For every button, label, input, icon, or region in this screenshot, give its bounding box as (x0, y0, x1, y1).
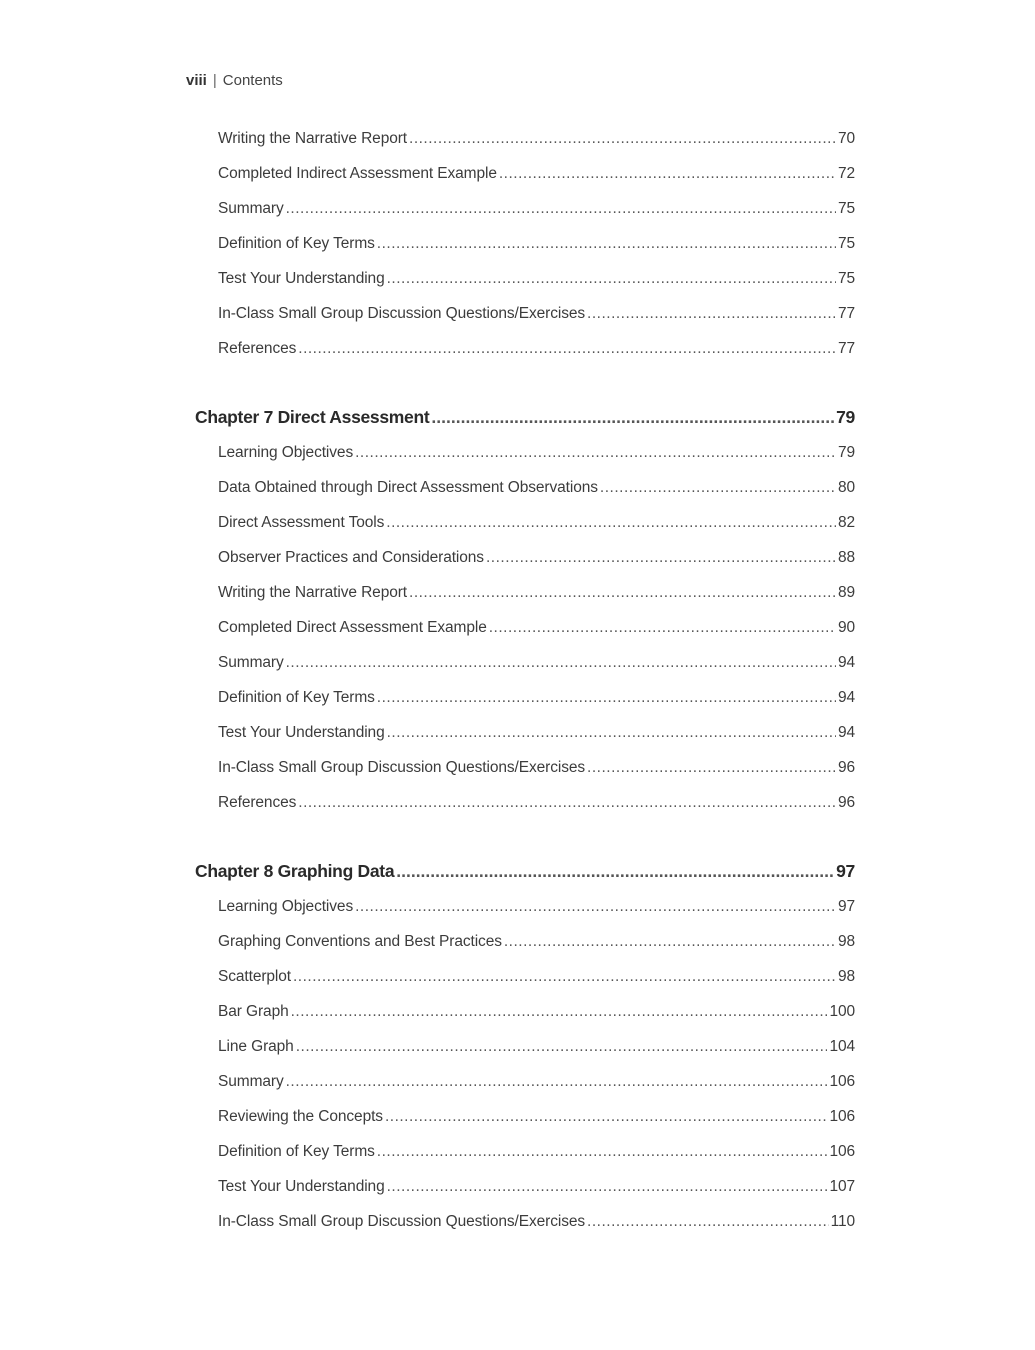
toc-entry[interactable] (218, 340, 855, 358)
toc-entry-page: 100 (829, 1003, 855, 1020)
dot-leader (587, 305, 836, 323)
toc-entry[interactable] (218, 654, 855, 672)
toc-entry-page: 98 (837, 933, 855, 950)
toc-entry-title: Line Graph (218, 1038, 294, 1055)
dot-leader (587, 759, 836, 777)
toc-entry-page: 75 (837, 270, 855, 287)
toc-entry[interactable] (218, 968, 855, 986)
toc-entry-title: Bar Graph (218, 1003, 289, 1020)
toc-entry[interactable] (218, 1143, 855, 1161)
toc-entry[interactable] (218, 1073, 855, 1091)
toc-entry-page: 96 (837, 759, 855, 776)
dot-leader (499, 165, 836, 183)
toc-entry-page: 75 (837, 235, 855, 252)
toc-chapter-heading[interactable] (195, 861, 855, 882)
toc-entry[interactable] (218, 898, 855, 916)
toc-entry-title: Summary (218, 200, 284, 217)
toc-entry-page: 97 (837, 898, 855, 915)
toc-entry[interactable] (218, 444, 855, 462)
toc-entry-title: Learning Objectives (218, 898, 354, 915)
toc-entry[interactable] (218, 1108, 855, 1126)
toc-entry-page: 82 (837, 514, 855, 531)
dot-leader (286, 200, 836, 218)
dot-leader (409, 130, 836, 148)
toc-entry[interactable] (218, 689, 855, 707)
dot-leader (355, 898, 836, 916)
dot-leader (298, 794, 836, 812)
toc-entry-page: 106 (829, 1073, 855, 1090)
toc-entry-title: Data Obtained through Direct Assessment Observations (218, 479, 598, 496)
toc-entry-page: 77 (837, 340, 855, 357)
toc-entry-title: Summary (218, 1073, 284, 1090)
toc-entry-title: Test Your Understanding (218, 1178, 385, 1195)
toc-entry-page: 72 (837, 165, 855, 182)
dot-leader (489, 619, 836, 637)
toc-entry-title: Learning Objectives (218, 444, 354, 461)
toc-entry[interactable] (218, 479, 855, 497)
toc-entry[interactable] (218, 270, 855, 288)
dot-leader (355, 444, 836, 462)
toc-entry-page: 89 (837, 584, 855, 601)
chapter-page: 97 (836, 861, 855, 881)
dot-leader (296, 1038, 828, 1056)
toc-entry-title: Test Your Understanding (218, 724, 385, 741)
toc-entry[interactable] (218, 1003, 855, 1021)
toc-entry-title: Completed Indirect Assessment Example (218, 165, 497, 182)
dot-leader (377, 1143, 828, 1161)
dot-leader (298, 340, 836, 358)
toc-entry[interactable] (218, 724, 855, 742)
toc-entry-page: 94 (837, 689, 855, 706)
toc-entry-page: 106 (829, 1143, 855, 1160)
dot-leader (600, 479, 836, 497)
toc-entry[interactable] (218, 1038, 855, 1056)
toc-entry[interactable] (218, 200, 855, 218)
toc-entry-page: 110 (830, 1213, 855, 1230)
page-number: viii (186, 72, 207, 89)
toc-entry-page: 80 (837, 479, 855, 496)
toc-entry-title: Scatterplot (218, 968, 291, 985)
toc-entry[interactable] (218, 305, 855, 323)
running-head (186, 72, 283, 89)
dot-leader (387, 1178, 828, 1196)
toc-entry[interactable] (218, 933, 855, 951)
toc-entry[interactable] (218, 514, 855, 532)
dot-leader (504, 933, 836, 951)
toc-entry-page: 104 (829, 1038, 855, 1055)
dot-leader (377, 235, 836, 253)
toc-entry-title: Direct Assessment Tools (218, 514, 385, 531)
toc-entry-title: Graphing Conventions and Best Practices (218, 933, 502, 950)
dot-leader (587, 1213, 829, 1231)
chapter-title: Chapter 7 Direct Assessment (195, 407, 430, 427)
dot-leader (387, 724, 836, 742)
toc-entry-page: 70 (837, 130, 855, 147)
toc-entry[interactable] (218, 130, 855, 148)
toc-entry-title: In-Class Small Group Discussion Questions/Exercises (218, 759, 586, 776)
dot-leader (377, 689, 836, 707)
toc-entry-page: 75 (837, 200, 855, 217)
toc-entry-page: 98 (837, 968, 855, 985)
dot-leader (385, 1108, 827, 1126)
toc-entry[interactable] (218, 619, 855, 637)
toc-chapter-heading[interactable] (195, 407, 855, 428)
dot-leader (291, 1003, 828, 1021)
dot-leader (486, 549, 836, 567)
toc-entry-page: 88 (837, 549, 855, 566)
toc-entry-title: Definition of Key Terms (218, 235, 375, 252)
header-separator: | (212, 72, 217, 89)
toc-entry-title: Definition of Key Terms (218, 689, 375, 706)
toc-entry-title: Writing the Narrative Report (218, 584, 408, 601)
toc-entry-title: In-Class Small Group Discussion Questions/Exercises (218, 305, 586, 322)
toc-entry-page: 106 (829, 1108, 855, 1125)
toc-entry[interactable] (218, 584, 855, 602)
dot-leader (396, 861, 834, 882)
toc-entry-title: Observer Practices and Considerations (218, 549, 484, 566)
chapter-page: 79 (836, 407, 855, 427)
toc-entry-title: Completed Direct Assessment Example (218, 619, 487, 636)
toc-entry-page: 107 (829, 1178, 855, 1195)
dot-leader (286, 654, 836, 672)
dot-leader (386, 514, 836, 532)
toc-entry[interactable] (218, 549, 855, 567)
chapter-title: Chapter 8 Graphing Data (195, 861, 395, 881)
toc-entry-title: Definition of Key Terms (218, 1143, 375, 1160)
dot-leader (293, 968, 836, 986)
toc-entry[interactable] (218, 235, 855, 253)
toc-entry-title: References (218, 794, 297, 811)
toc-entry-page: 94 (837, 654, 855, 671)
toc-entry-title: Summary (218, 654, 284, 671)
section-title: Contents (222, 72, 283, 89)
toc-entry[interactable] (218, 759, 855, 777)
toc-entry[interactable] (218, 165, 855, 183)
toc-entry-title: Test Your Understanding (218, 270, 385, 287)
toc-entry-page: 94 (837, 724, 855, 741)
toc-entry-title: References (218, 340, 297, 357)
toc-entry-title: Reviewing the Concepts (218, 1108, 383, 1125)
toc-entry[interactable] (218, 794, 855, 812)
toc-entry-page: 79 (837, 444, 855, 461)
toc-entry-title: Writing the Narrative Report (218, 130, 408, 147)
toc-entry-page: 96 (837, 794, 855, 811)
toc-entry-page: 77 (837, 305, 855, 322)
toc-entry[interactable] (218, 1178, 855, 1196)
dot-leader (286, 1073, 828, 1091)
dot-leader (431, 407, 834, 428)
toc-entry-title: In-Class Small Group Discussion Questions/Exercises (218, 1213, 586, 1230)
toc-entry[interactable] (218, 1213, 855, 1231)
dot-leader (387, 270, 836, 288)
dot-leader (409, 584, 836, 602)
toc-entry-page: 90 (837, 619, 855, 636)
